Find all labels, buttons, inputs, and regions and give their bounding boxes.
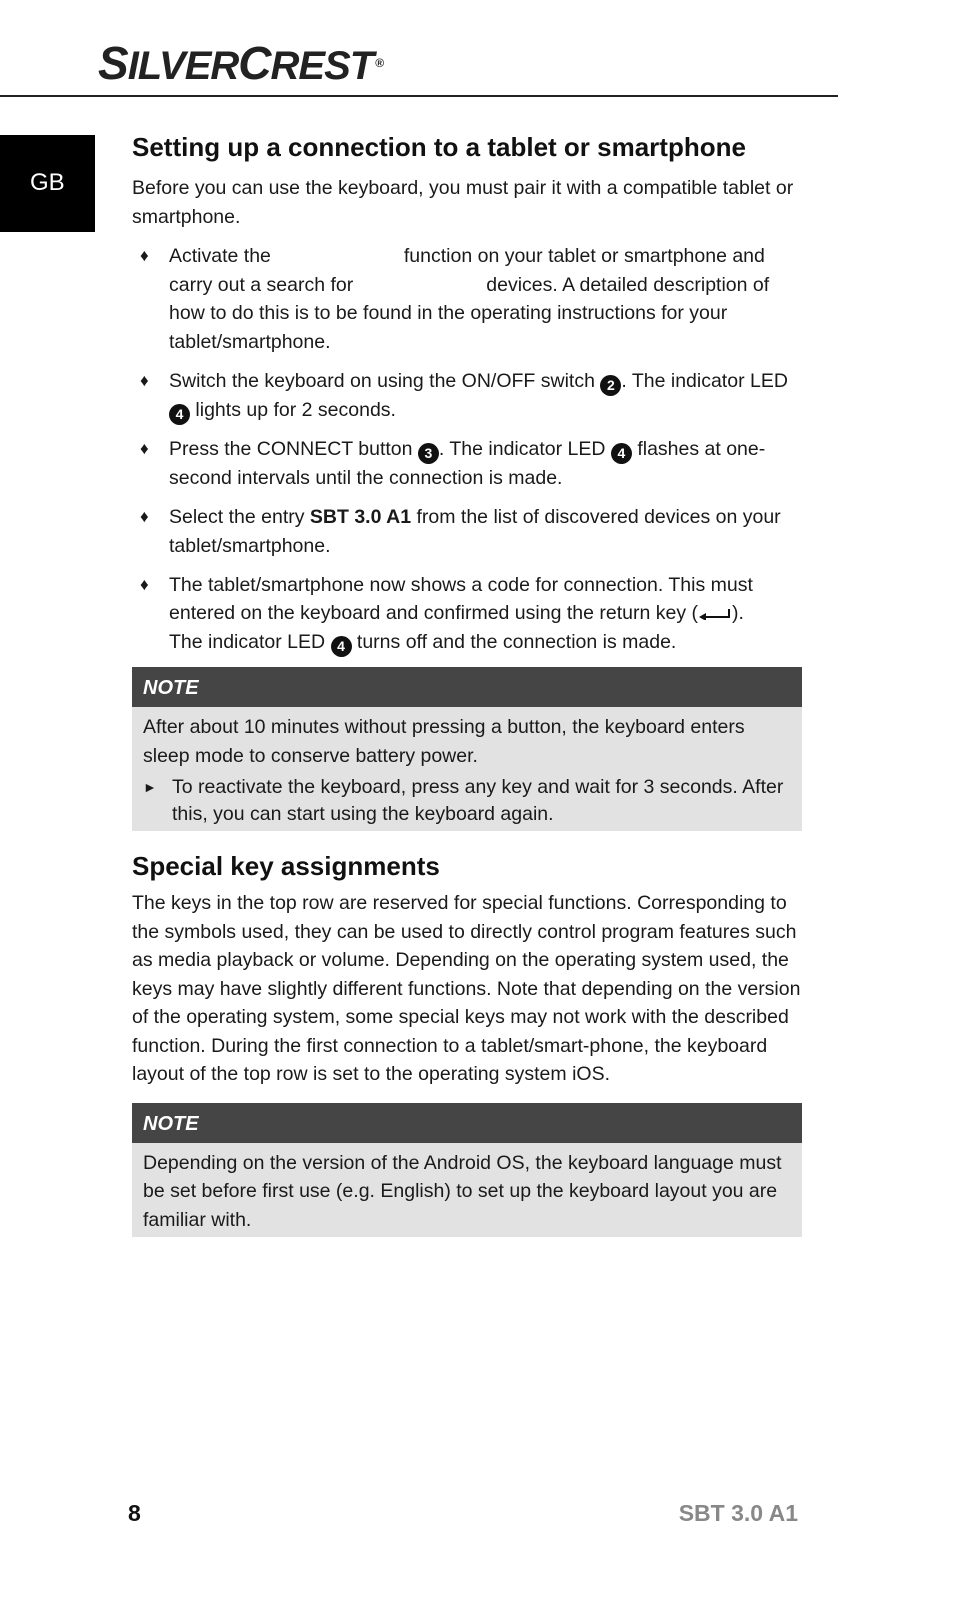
step-list [132, 242, 802, 657]
page-number: 8 [128, 1500, 141, 1526]
list-item: ♦ Activate the function on your tablet or smartphone and carry out a search for devices. A detailed description of how to do this is to be found in the operating instructions for your tablet/smartphone. [132, 242, 802, 356]
number-badge: 4 [169, 404, 190, 425]
footer-model: SBT 3.0 A1 [678, 1500, 798, 1526]
diamond-icon: ♦ [140, 246, 149, 265]
diamond-icon: ♦ [140, 370, 149, 390]
main-content [132, 128, 802, 1237]
note-text: Depending on the version of the Android OS, the keyboard language must be set before first use (e.g. English) to set up the keyboard layout you are familiar with. [143, 1151, 782, 1231]
note-box [132, 1103, 802, 1238]
number-badge: 2 [600, 375, 621, 396]
brand-logo: SILVERCREST ® [98, 37, 384, 89]
number-badge: 4 [331, 636, 352, 657]
diamond-icon: ♦ [140, 439, 149, 458]
note-header: NOTE [132, 1103, 802, 1143]
note-header: NOTE [132, 667, 802, 707]
number-badge: 4 [611, 443, 632, 464]
section-title-special-keys: Special key assignments [132, 851, 440, 881]
intro-paragraph: Before you can use the keyboard, you must pair it with a compatible tablet or smartphone. [132, 177, 794, 228]
number-badge: 3 [418, 443, 439, 464]
diamond-icon: ♦ [140, 574, 149, 594]
list-item: ♦ Press the CONNECT button 3 . The indicator LED 4 flashes at one-second intervals until the connection is made. [132, 435, 802, 493]
diamond-icon: ♦ [140, 507, 149, 526]
section-title-connection: Setting up a connection to a tablet or smartphone [132, 132, 746, 162]
special-keys-paragraph: The keys in the top row are reserved for special functions. Corresponding to the symbols used, they can be used to directly control program features such as media playback or volume. Depending on the operating system used, the keys may have slightly different functions. Note that depending on the version of the operating system, some special keys may not work with the described function. During the first connection to a tablet/smart-phone, the keyboard layout of the top row is set to the operating system iOS. [132, 892, 801, 1085]
header-rule [0, 95, 838, 97]
model-name: SBT 3.0 A1 [309, 506, 412, 528]
list-item: ♦ Select the entry SBT 3.0 A1 from the list of discovered devices on your tablet/smartphone. [132, 503, 802, 560]
triangle-right-icon: ► [143, 779, 157, 795]
return-key-icon [698, 608, 732, 620]
list-item: ♦ The tablet/smartphone now shows a code for connection. This must entered on the keyboard and confirmed using the return key ( ). The indicator LED 4 turns off and the connection is made. [132, 571, 802, 657]
language-tab: GB [0, 135, 95, 232]
list-item: ♦ Switch the keyboard on using the ON/OFF switch 2 . The indicator LED 4 lights up for 2 seconds. [132, 367, 802, 425]
note-box [132, 667, 802, 831]
note-action: ► To reactivate the keyboard, press any key and wait for 3 seconds. After this, you can start using the keyboard again. [143, 776, 784, 825]
note-text: After about 10 minutes without pressing a button, the keyboard enters sleep mode to conserve battery power. [143, 716, 745, 767]
